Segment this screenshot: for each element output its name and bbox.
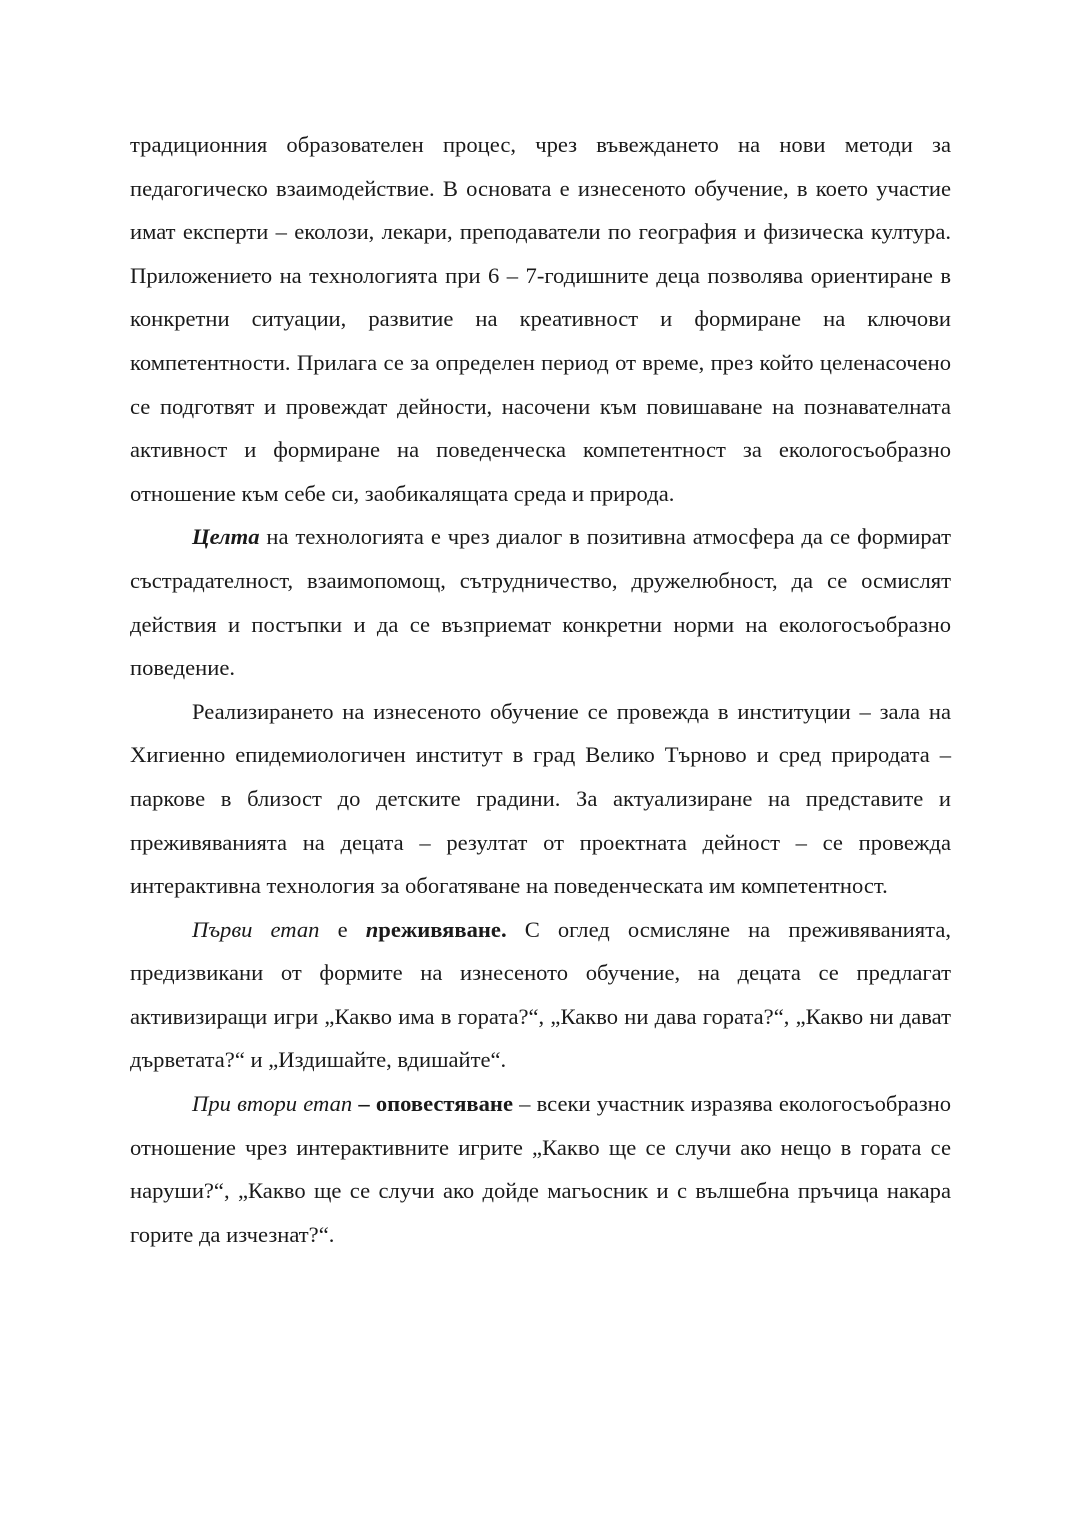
connector-text: е xyxy=(319,916,366,942)
first-stage-term-initial: п xyxy=(365,916,379,942)
paragraph-text: С оглед осмисляне на преживяванията, предизвикани от формите на изнесеното обучение, на децата се предлагат активизиращи игри „Какво има в гората?“, „Какво ни дава гората?“, „Какво ни дават дърветата?“ и „Издишайте, вдишайте“. xyxy=(130,916,951,1073)
paragraph-field-learning xyxy=(130,690,951,908)
second-stage-term: – оповестяване xyxy=(352,1091,513,1117)
paragraph-text: традиционния образователен процес, чрез въвеждането на нови методи за педагогическо взаимодействие. В основата е изнесеното обучение, в което участие имат експерти – еколози, лекари, преподаватели по география и физическа култура. Приложението на технологията при 6 – 7-годишните деца позволява ориентиране в конкретни ситуации, развитие на креативност и формиране на ключови компетентности. Прилага се за определен период от време, през който целенасочено се подготвят и провеждат дейности, насочени към повишаване на познавателната активност и формиране на поведенческа компетентност за екологосъобразно отношение към себе си, заобикалящата среда и природа. xyxy=(130,132,951,506)
paragraph-text: на технологията е чрез диалог в позитивна атмосфера да се формират състрадателност, взаимопомощ, сътрудничество, дружелюбност, да се осмислят действия и постъпки и да се възприемат конкретни норми на екологосъобразно поведение. xyxy=(130,524,951,681)
paragraph-text: Реализирането на изнесеното обучение се провежда в институции – зала на Хигиенно епидемиологичен институт в град Велико Търново и сред природата – паркове в близост до детските градини. За актуализиране на представите и преживяванията на децата – резултат от проектната дейност – се провежда интерактивна технология за обогатяване на поведенческата им компетентност. xyxy=(130,698,951,899)
paragraph-first-stage xyxy=(130,908,951,1082)
first-stage-term: реживяване. xyxy=(378,916,507,942)
second-stage-label: При втори етап xyxy=(192,1091,353,1117)
paragraph-goal xyxy=(130,515,951,689)
goal-term: Целта xyxy=(192,524,260,550)
paragraph-second-stage xyxy=(130,1082,951,1256)
document-page xyxy=(130,123,951,1256)
paragraph-text: – всеки участник изразява екологосъобразно отношение чрез интерактивните игрите „Какво ще се случи ако нещо в гората се наруши?“, „Какво ще се случи ако дойде магьосник и с вълшебна пръчица накара горите да изчезнат?“. xyxy=(130,1091,952,1247)
first-stage-label: Първи етап xyxy=(192,916,320,942)
paragraph-technology-description xyxy=(130,123,951,515)
